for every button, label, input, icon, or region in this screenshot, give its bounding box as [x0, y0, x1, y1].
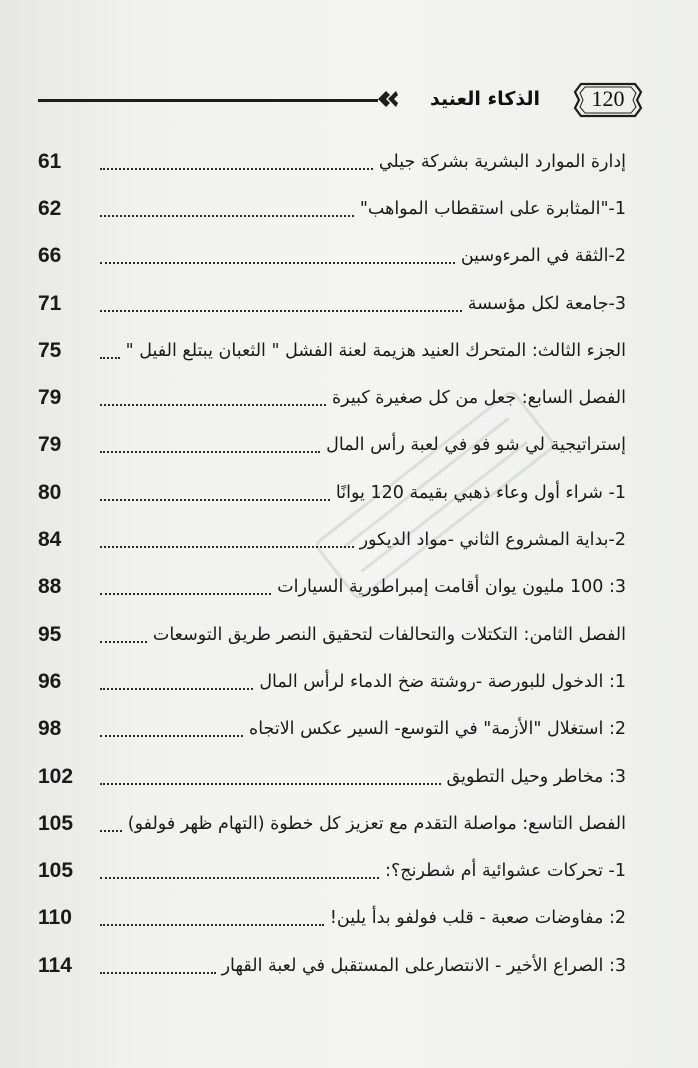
ornament-icon — [376, 87, 400, 113]
dot-leader — [100, 546, 354, 548]
toc-entry-page: 98 — [38, 717, 62, 741]
toc-entry — [38, 138, 626, 185]
dot-leader — [100, 262, 455, 264]
toc-entry-page: 96 — [38, 669, 62, 693]
toc-entry — [38, 800, 626, 847]
toc-entry — [38, 942, 626, 989]
dot-leader — [100, 593, 271, 595]
toc-entry-page: 105 — [38, 859, 74, 883]
dot-leader — [100, 783, 441, 785]
toc-entry-title: إستراتيجية لي شو فو في لعبة رأس المال — [326, 435, 626, 456]
toc-entry-title: الفصل الثامن: التكتلات والتحالفات لتحقيق النصر طريق التوسعات — [152, 624, 626, 645]
toc-entry-page: 84 — [38, 528, 62, 552]
toc-entry — [38, 611, 626, 658]
toc-entry-page: 71 — [38, 291, 62, 315]
toc-entry-title: 1- تحركات عشوائية أم شطرنج؟: — [385, 861, 626, 882]
toc-entry-title: الجزء الثالث: المتحرك العنيد هزيمة لعنة الفشل " الثعبان يبتلع الفيل " — [125, 340, 626, 361]
toc-entry-title: 3-جامعة لكل مؤسسة — [467, 293, 626, 314]
toc-entry-title: 2-بداية المشروع الثاني -مواد الديكور — [359, 530, 626, 551]
toc-entry-page: 102 — [38, 764, 74, 788]
toc-entry-page: 80 — [38, 480, 62, 504]
toc-entry — [38, 374, 626, 421]
dot-leader — [100, 404, 326, 406]
toc-entry-page: 66 — [38, 244, 62, 268]
toc-entry-title: 1: الدخول للبورصة -روشتة ضخ الدماء لرأس المال — [259, 671, 626, 692]
toc-entry-title: 3: الصراع الأخير - الانتصارعلى المستقبل في لعبة القهار — [221, 955, 626, 976]
page-header — [38, 88, 638, 128]
toc-entry — [38, 469, 626, 516]
toc-entry-page: 105 — [38, 811, 74, 835]
toc-entry-page: 79 — [38, 433, 62, 457]
book-title: الذكاء العنيد — [430, 88, 540, 110]
dot-leader — [100, 310, 462, 312]
toc-entry-title: الفصل التاسع: مواصلة التقدم مع تعزيز كل خطوة (التهام ظهر فولفو) — [127, 813, 626, 834]
toc-entry-page: 61 — [38, 149, 62, 173]
toc-entry — [38, 753, 626, 800]
toc-entry-title: 2: استغلال "الأزمة" في التوسع- السير عكس الاتجاه — [249, 719, 626, 740]
toc-entry-title: 2: مفاوضات صعبة - قلب فولفو بدأ يلين! — [329, 908, 626, 929]
page-number-frame — [571, 82, 645, 118]
dot-leader — [100, 735, 243, 737]
toc-entry — [38, 895, 626, 942]
dot-leader — [100, 641, 147, 643]
toc-entry — [38, 847, 626, 894]
table-of-contents — [38, 138, 626, 989]
toc-entry — [38, 185, 626, 232]
toc-entry-title: إدارة الموارد البشرية بشركة جيلي — [378, 151, 626, 172]
dot-leader — [100, 688, 253, 690]
toc-entry — [38, 516, 626, 563]
toc-entry-title: 3: مخاطر وحيل التطويق — [446, 766, 626, 787]
toc-entry-title: الفصل السابع: جعل من كل صغيرة كبيرة — [332, 388, 626, 409]
dot-leader — [100, 451, 320, 453]
toc-entry — [38, 564, 626, 611]
toc-entry — [38, 422, 626, 469]
toc-entry-page: 114 — [38, 953, 72, 977]
toc-entry — [38, 280, 626, 327]
page-number: 120 — [591, 86, 625, 111]
toc-entry-page: 79 — [38, 386, 62, 410]
dot-leader — [100, 168, 373, 170]
header-rule — [38, 99, 378, 102]
dot-leader — [100, 972, 216, 974]
toc-entry-title: 2-الثقة في المرءوسين — [460, 246, 626, 267]
toc-entry — [38, 233, 626, 280]
toc-entry-page: 88 — [38, 575, 62, 599]
toc-entry — [38, 327, 626, 374]
toc-entry-title: 3: 100 مليون يوان أقامت إمبراطورية السيارات — [277, 577, 626, 598]
toc-entry-title: 1-"المثابرة على استقطاب المواهب" — [359, 198, 626, 219]
dot-leader — [100, 830, 122, 832]
dot-leader — [100, 215, 354, 217]
dot-leader — [100, 357, 120, 359]
toc-entry-page: 95 — [38, 622, 62, 646]
dot-leader — [100, 924, 324, 926]
toc-entry — [38, 658, 626, 705]
dot-leader — [100, 499, 330, 501]
dot-leader — [100, 877, 379, 879]
toc-entry-page: 110 — [38, 906, 72, 930]
toc-entry — [38, 706, 626, 753]
toc-entry-page: 62 — [38, 196, 62, 220]
toc-entry-page: 75 — [38, 338, 62, 362]
toc-entry-title: 1- شراء أول وعاء ذهبي بقيمة 120 يوانًا — [335, 482, 626, 503]
